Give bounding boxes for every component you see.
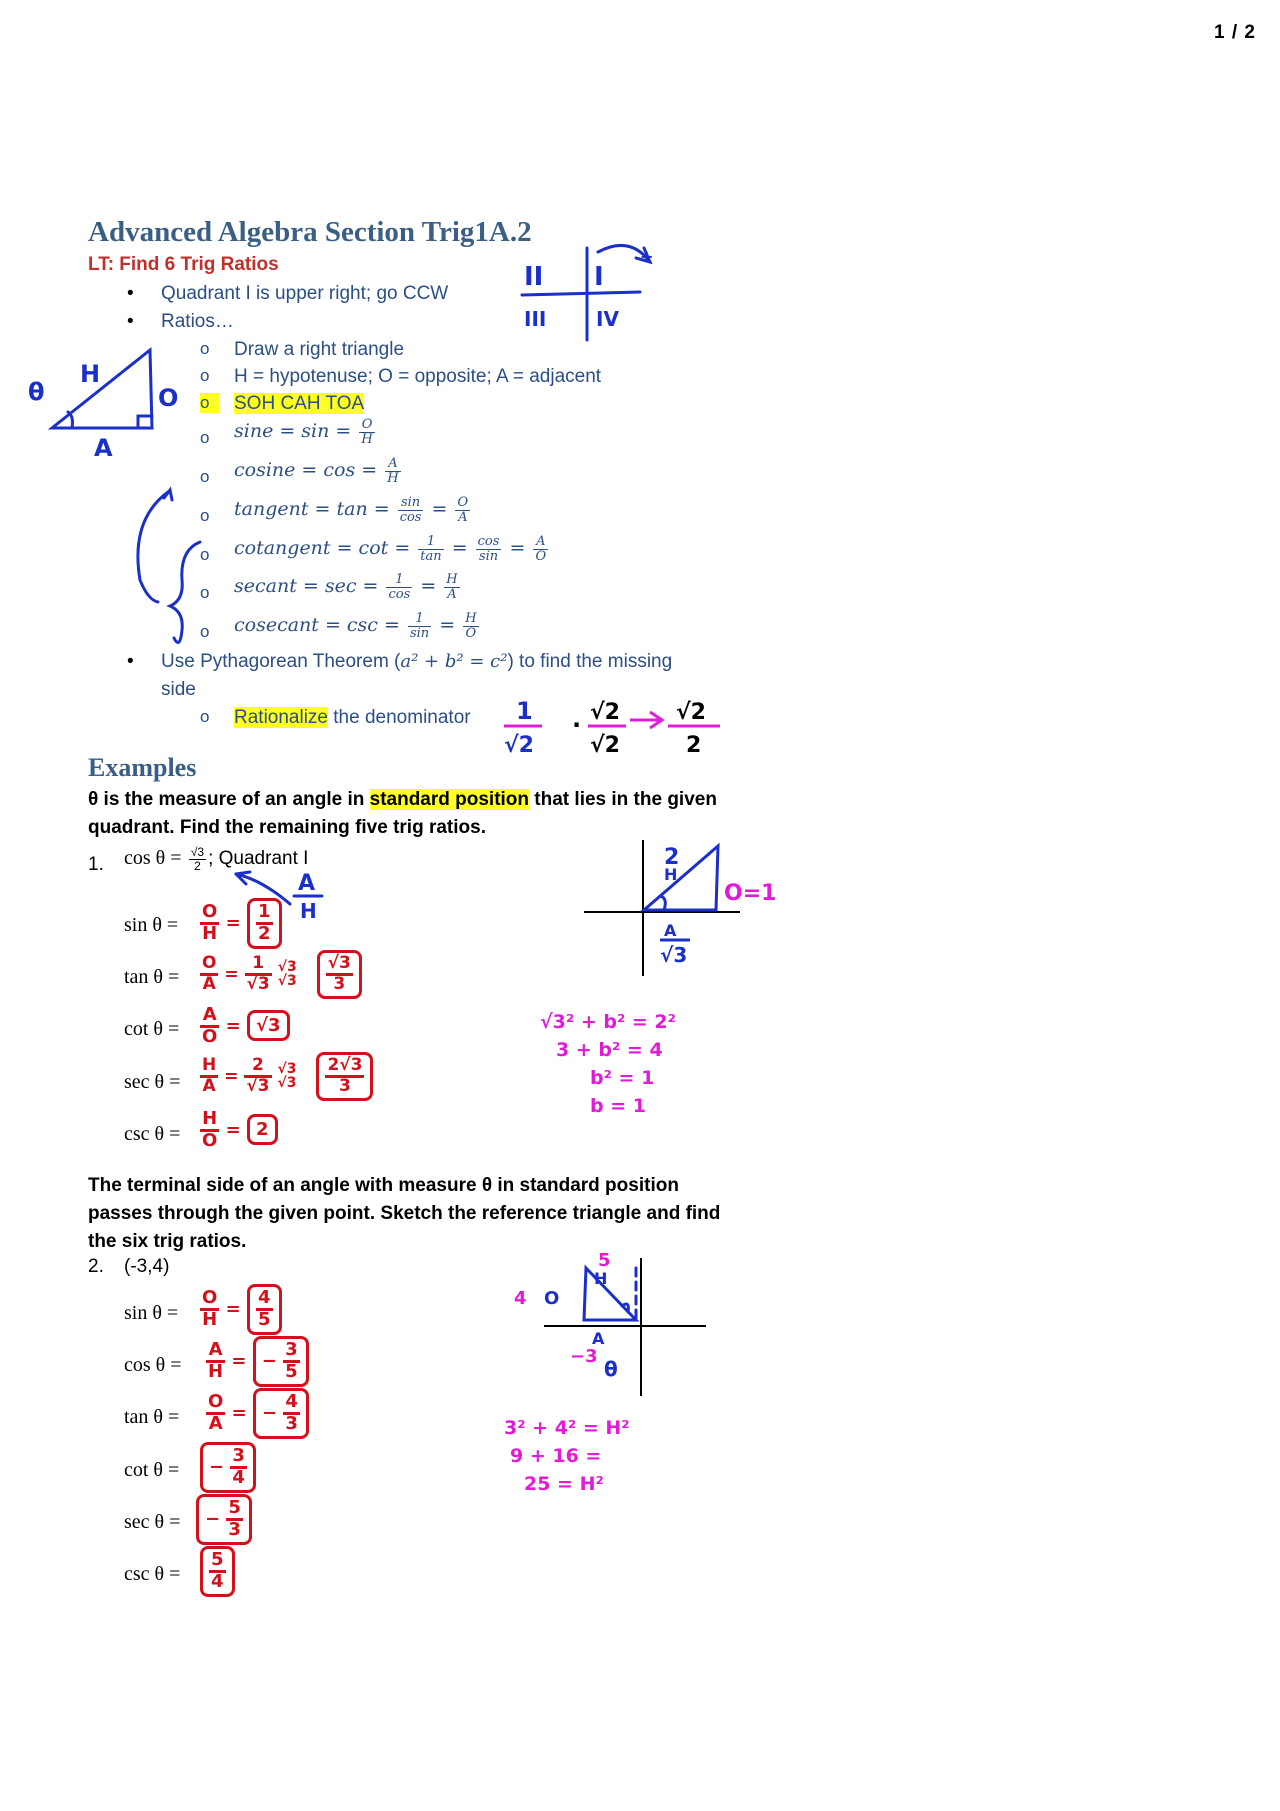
ex1-a-label: A [298,871,316,896]
example-2-point: (-3,4) [124,1256,170,1277]
ex2-triangle [584,1268,636,1324]
ex2-csc-work: $\frac{5}{4}$ [200,1546,235,1597]
ex1-two: 2 [664,845,680,870]
instructions-1: θ is the measure of an angle in standard position that lies in the given quadrant. Find the remaining five trig ratios. [88,789,717,838]
sub-hoa: o H = hypotenuse; O = opposite; A = adjacent [200,366,602,387]
ex2-theta: θ [604,1357,618,1381]
ex2-sec-work: − $\frac{5}{3}$ [196,1494,252,1545]
sub-draw-triangle: o Draw a right triangle [200,339,405,360]
page-number: 1 / 2 [1214,22,1256,43]
formula-cosecant: o cosecant = csc = $\frac{1}{\sin}$ = $\frac{H}{O}$ [200,611,477,641]
quadrant-label-2: II [524,262,544,292]
ex1-sin-work: $\frac{O}{H}$ = $\frac{1}{2}$ [200,898,282,949]
ex1-csc-label: csc θ = [124,1123,181,1145]
document-title: Advanced Algebra Section Trig1A.2 [88,216,532,248]
ex2-cot-work: − $\frac{3}{4}$ [200,1442,256,1493]
formula-cotangent: o cotangent = cot = $\frac{1}{\tan}$ = $\frac{\cos}{\sin}$ = $\frac{A}{O}$ [200,534,547,564]
bullet-pythagorean-cont: side [161,679,196,700]
quadrant-label-1: I [594,262,604,292]
examples-heading: Examples [88,753,197,782]
bullet-quadrant: • Quadrant I is upper right; go CCW [127,283,449,304]
ex1-a-tri: A [664,921,677,940]
ex2-five: 5 [598,1250,611,1271]
ex2-pyth-3: 25 = H² [524,1473,604,1495]
instructions-2: The terminal side of an angle with measure θ in standard position passes through the given point. Sketch the reference triangle and find the six trig ratios. [88,1175,721,1252]
ex1-tan-work: $\frac{O}{A}$ = $\frac{1}{√3}$ √3 √3 $\frac{√3}{3}$ [200,950,362,999]
ex1-o-eq-1: O=1 [724,881,777,906]
ex1-csc-work: $\frac{H}{O}$ = 2 [200,1110,278,1151]
triangle-h-label: H [80,360,101,388]
quadrant-label-4: IV [596,307,619,331]
rat-root2-num: √2 [590,700,620,725]
triangle-a-label: A [94,434,113,462]
quadrant-label-3: III [524,307,547,331]
bullet-pythagorean: • Use Pythagorean Theorem (a² + b² = c²) to find the missing [127,651,673,672]
rat-root2-den: √2 [504,733,534,758]
ex2-h: H [594,1269,608,1288]
ex2-cos-label: cos θ = [124,1354,182,1376]
ex1-sec-work: $\frac{H}{A}$ = $\frac{2}{√3}$ √3 √3 $\frac{2√3}{3}$ [200,1052,373,1101]
learning-target: LT: Find 6 Trig Ratios [88,254,279,275]
ex1-pyth-2: 3 + b² = 4 [556,1039,663,1061]
ex2-graph [544,1258,706,1396]
ex2-csc-label: csc θ = [124,1563,181,1585]
rat-root2-den2: √2 [590,733,620,758]
ex1-pyth-3: b² = 1 [590,1067,655,1089]
ex1-h-tri: H [664,865,678,884]
ex2-tan-label: tan θ = [124,1406,180,1428]
ccw-plus-label: + [640,247,654,266]
ex2-sec-label: sec θ = [124,1511,181,1533]
ex1-cot-label: cot θ = [124,1018,180,1040]
ex1-cot-work: $\frac{A}{O}$ = √3 [200,1006,290,1047]
ex2-pyth-2: 9 + 16 = [510,1445,602,1467]
ex2-sin-label: sin θ = [124,1302,179,1324]
example-2-number: 2. [88,1256,104,1277]
ex2-cos-work: $\frac{A}{H}$ = − $\frac{3}{5}$ [206,1336,309,1387]
ex1-sec-label: sec θ = [124,1071,181,1093]
ex1-h-label: H [300,899,317,923]
formula-secant: o secant = sec = $\frac{1}{\cos}$ = $\frac{H}{A}$ [200,572,458,602]
ex2-four: 4 [514,1288,527,1309]
bullet-ratios: • Ratios… [127,311,234,332]
example-1-number: 1. [88,854,104,875]
rat-result-den: 2 [686,733,702,758]
sub-soh-cah-toa: o SOH CAH TOA [200,393,365,414]
reciprocal-bracket [138,490,200,643]
ex2-cot-label: cot θ = [124,1459,180,1481]
ex1-pyth-1: √3² + b² = 2² [540,1011,676,1033]
ex2-tan-work: $\frac{O}{A}$ = − $\frac{4}{3}$ [206,1388,309,1439]
sub-rationalize: o Rationalize the denominator [200,707,471,728]
rat-result-num: √2 [676,700,706,725]
ex2-neg3: −3 [570,1346,598,1367]
rat-dot: · [572,711,582,739]
ex2-o: O [544,1288,560,1309]
ex1-pyth-4: b = 1 [590,1095,646,1117]
ex2-sin-work: $\frac{O}{H}$ = $\frac{4}{5}$ [200,1284,282,1335]
triangle-theta-label: θ [28,378,45,406]
formula-cosine: o cosine = cos = $\frac{A}{H}$ [200,456,399,486]
sohcahtoa-triangle [52,350,152,428]
ex1-triangle [644,846,718,910]
triangle-o-label: O [158,384,179,412]
ex1-tan-label: tan θ = [124,966,180,988]
example-1-problem: cos θ = $\frac{√3}{2}$ ; Quadrant I [124,845,309,873]
ex2-pyth-1: 3² + 4² = H² [504,1417,630,1439]
rat-one: 1 [516,697,533,725]
ex1-sin-label: sin θ = [124,914,179,936]
formula-tangent: o tangent = tan = $\frac{\sin}{\cos}$ = $\frac{O}{A}$ [200,495,469,525]
formula-sine: o sine = sin = $\frac{O}{H}$ [200,417,373,447]
ex2-a: A [592,1329,605,1348]
ex1-root3-tri: √3 [660,943,688,967]
